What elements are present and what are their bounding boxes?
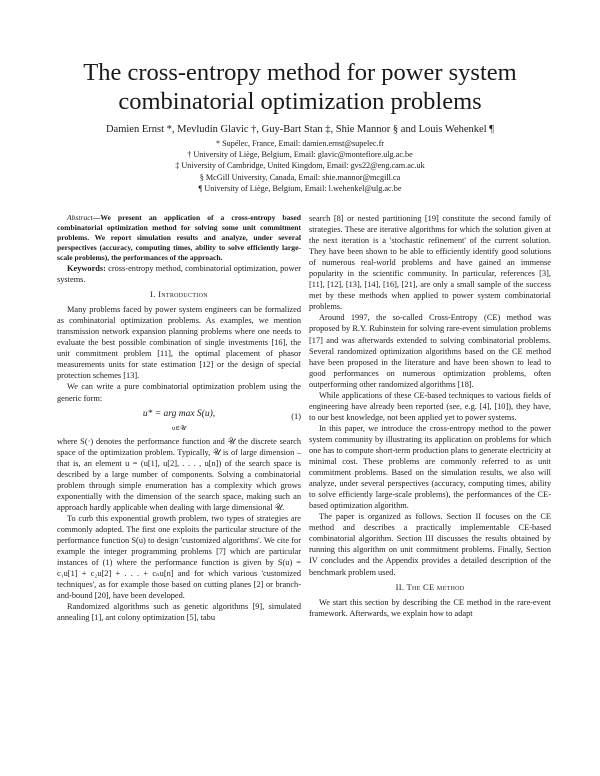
paragraph: To curb this exponential growth problem, two types of strategies are commonly adopted. The first one exploits the particular structure of the performance function S(u) to design 'customized algorithms'. We cite for example the integer programming problems [7] which are particular instances of (1) where the performance function is given by S(u) = c₁u[1] + c₂u[2] + . . . + cₙu[n] and for which various 'customized techniques', as for example those based on cutting planes [2] or branch-and-bound [20], have been developed. — [57, 513, 301, 601]
paragraph: We start this section by describing the CE method in the rare-event framework. Afterwards, we explain how to adapt — [309, 597, 551, 618]
section-heading-introduction: I. Introduction — [150, 289, 208, 300]
equation-subscript: u∈𝒰 — [172, 424, 186, 432]
affiliation-1: * Supélec, France, Email: damien.ernst@supelec.fr — [215, 139, 385, 148]
paragraph: We can write a pure combinatorial optimization problem using the generic form: — [57, 382, 301, 403]
affiliation-3: ‡ University of Cambridge, United Kingdom, Email: gvs22@eng.cam.ac.uk — [175, 161, 425, 171]
affiliation-5: ¶ University of Liège, Belgium, Email: l.wehenkel@ulg.ac.be — [198, 183, 402, 193]
paragraph: where S(·) denotes the performance function and 𝒰 the discrete search space of the optimization problem. Typically, 𝒰 is of large dimension – that is, an element u = (u[1], u[2], . . . , u[n]) of the search space is described by a large number of components. Solving a combinatorial problem through simple enumeration has a complexity which grows exponentially with the dimension of the search space, making such an approach hardly applicable when dealing with large dimensional 𝒰. — [57, 436, 301, 512]
abstract-label: Abstract — [67, 213, 93, 222]
keywords — [57, 263, 301, 285]
section-heading-ce-method: II. The CE method — [395, 581, 465, 592]
abstract-text: —We present an application of a cross-entropy based combinatorial optimization method for solving some unit commitment problems. We report simulation results and analyze, under several perspectives (accuracy, computing times, ability to solve efficiently large-scale problems), the performances of the approach. — [57, 213, 301, 262]
paragraph: Around 1997, the so-called Cross-Entropy (CE) method was proposed by R.Y. Rubinstein for solving rare-event simulation problems [17] and was afterwards extended to solving combinatorial problems. Several randomized optimization algorithms based on the CE method have been proposed in the literature and have been shown to lead to good performances on numerous optimization problems, often outperforming other randomized algorithms [18]. — [309, 313, 551, 389]
left-column — [57, 213, 301, 623]
affiliations — [40, 138, 560, 194]
affiliation-2: † University of Liège, Belgium, Email: glavic@montefiore.ulg.ac.be — [187, 150, 413, 160]
paragraph: search [8] or nested partitioning [19] constitute the second family of strategies. These are iterative algorithms for which the solution given at the next iteration is a 'stochastic refinement' of the current solution. They have been shown to be able to efficiently identify good solutions of numerous real-world problems and have gained an immense popularity in the scientific community. In particular, references [3], [11], [12], [13], [14], [16], [21], are only a small sample of the success met by these methods when applied to power system combinatorial problems. — [309, 214, 551, 312]
right-column — [309, 213, 551, 619]
paragraph: Randomized algorithms such as genetic algorithms [9], simulated annealing [1], ant colony optimization [5], tabu — [57, 602, 301, 623]
title-line-1: The cross-entropy method for power system — [83, 59, 517, 86]
author-list: Damien Ernst *, Mevludin Glavic †, Guy-Bart Stan ‡, Shie Mannor § and Louis Wehenkel ¶ — [105, 124, 495, 135]
abstract — [57, 213, 301, 263]
equation-number: (1) — [291, 411, 301, 421]
affiliation-4: § McGill University, Canada, Email: shie.mannor@mcgill.ca — [199, 172, 401, 182]
paragraph: While applications of these CE-based techniques to various fields of engineering have already been reported (see, e.g. [4], [10]), they have, to our best knowledge, not been applied yet to power systems. — [309, 390, 551, 422]
equation-expression — [57, 409, 301, 434]
title-line-2: combinatorial optimization problems — [118, 88, 482, 115]
paper-title — [40, 58, 560, 116]
paragraph: In this paper, we introduce the cross-entropy method to the power system community by illustrating its application on problems for which one has to compute short-term production plans to generate electricity at minimal cost. These problems are commonly referred to as unit commitment problems. Based on the simulation results, we also will analyze, under several perspectives (accuracy, computing times, ability to solve efficiently large-scale problems), the performances of the CE-based optimization algorithm. — [309, 423, 551, 511]
equation-body: u* = arg max S(u), — [142, 408, 216, 419]
keywords-text: cross-entropy method, combinatorial optimization, power systems. — [57, 264, 301, 285]
paragraph: Many problems faced by power system engineers can be formalized as combinatorial optimization problems. As examples, we mention transmission network expansion planning problems where one needs to evaluate the best possible combination of single investments [16], the unit commitment problem [11], the optimal placement of phasor measurements units for state estimation [12] or the design of special protection schemes [13]. — [57, 305, 301, 381]
keywords-label: Keywords: — [67, 264, 106, 273]
paragraph: The paper is organized as follows. Section II focuses on the CE method and describes a practically implementable CE-based combinatorial algorithm. Section III discusses the results obtained by running this algorithm on unit commitment problems. Finally, Section IV concludes and the Appendix provides a detailed description of the benchmark problem used. — [309, 512, 551, 577]
equation-1 — [57, 407, 301, 433]
